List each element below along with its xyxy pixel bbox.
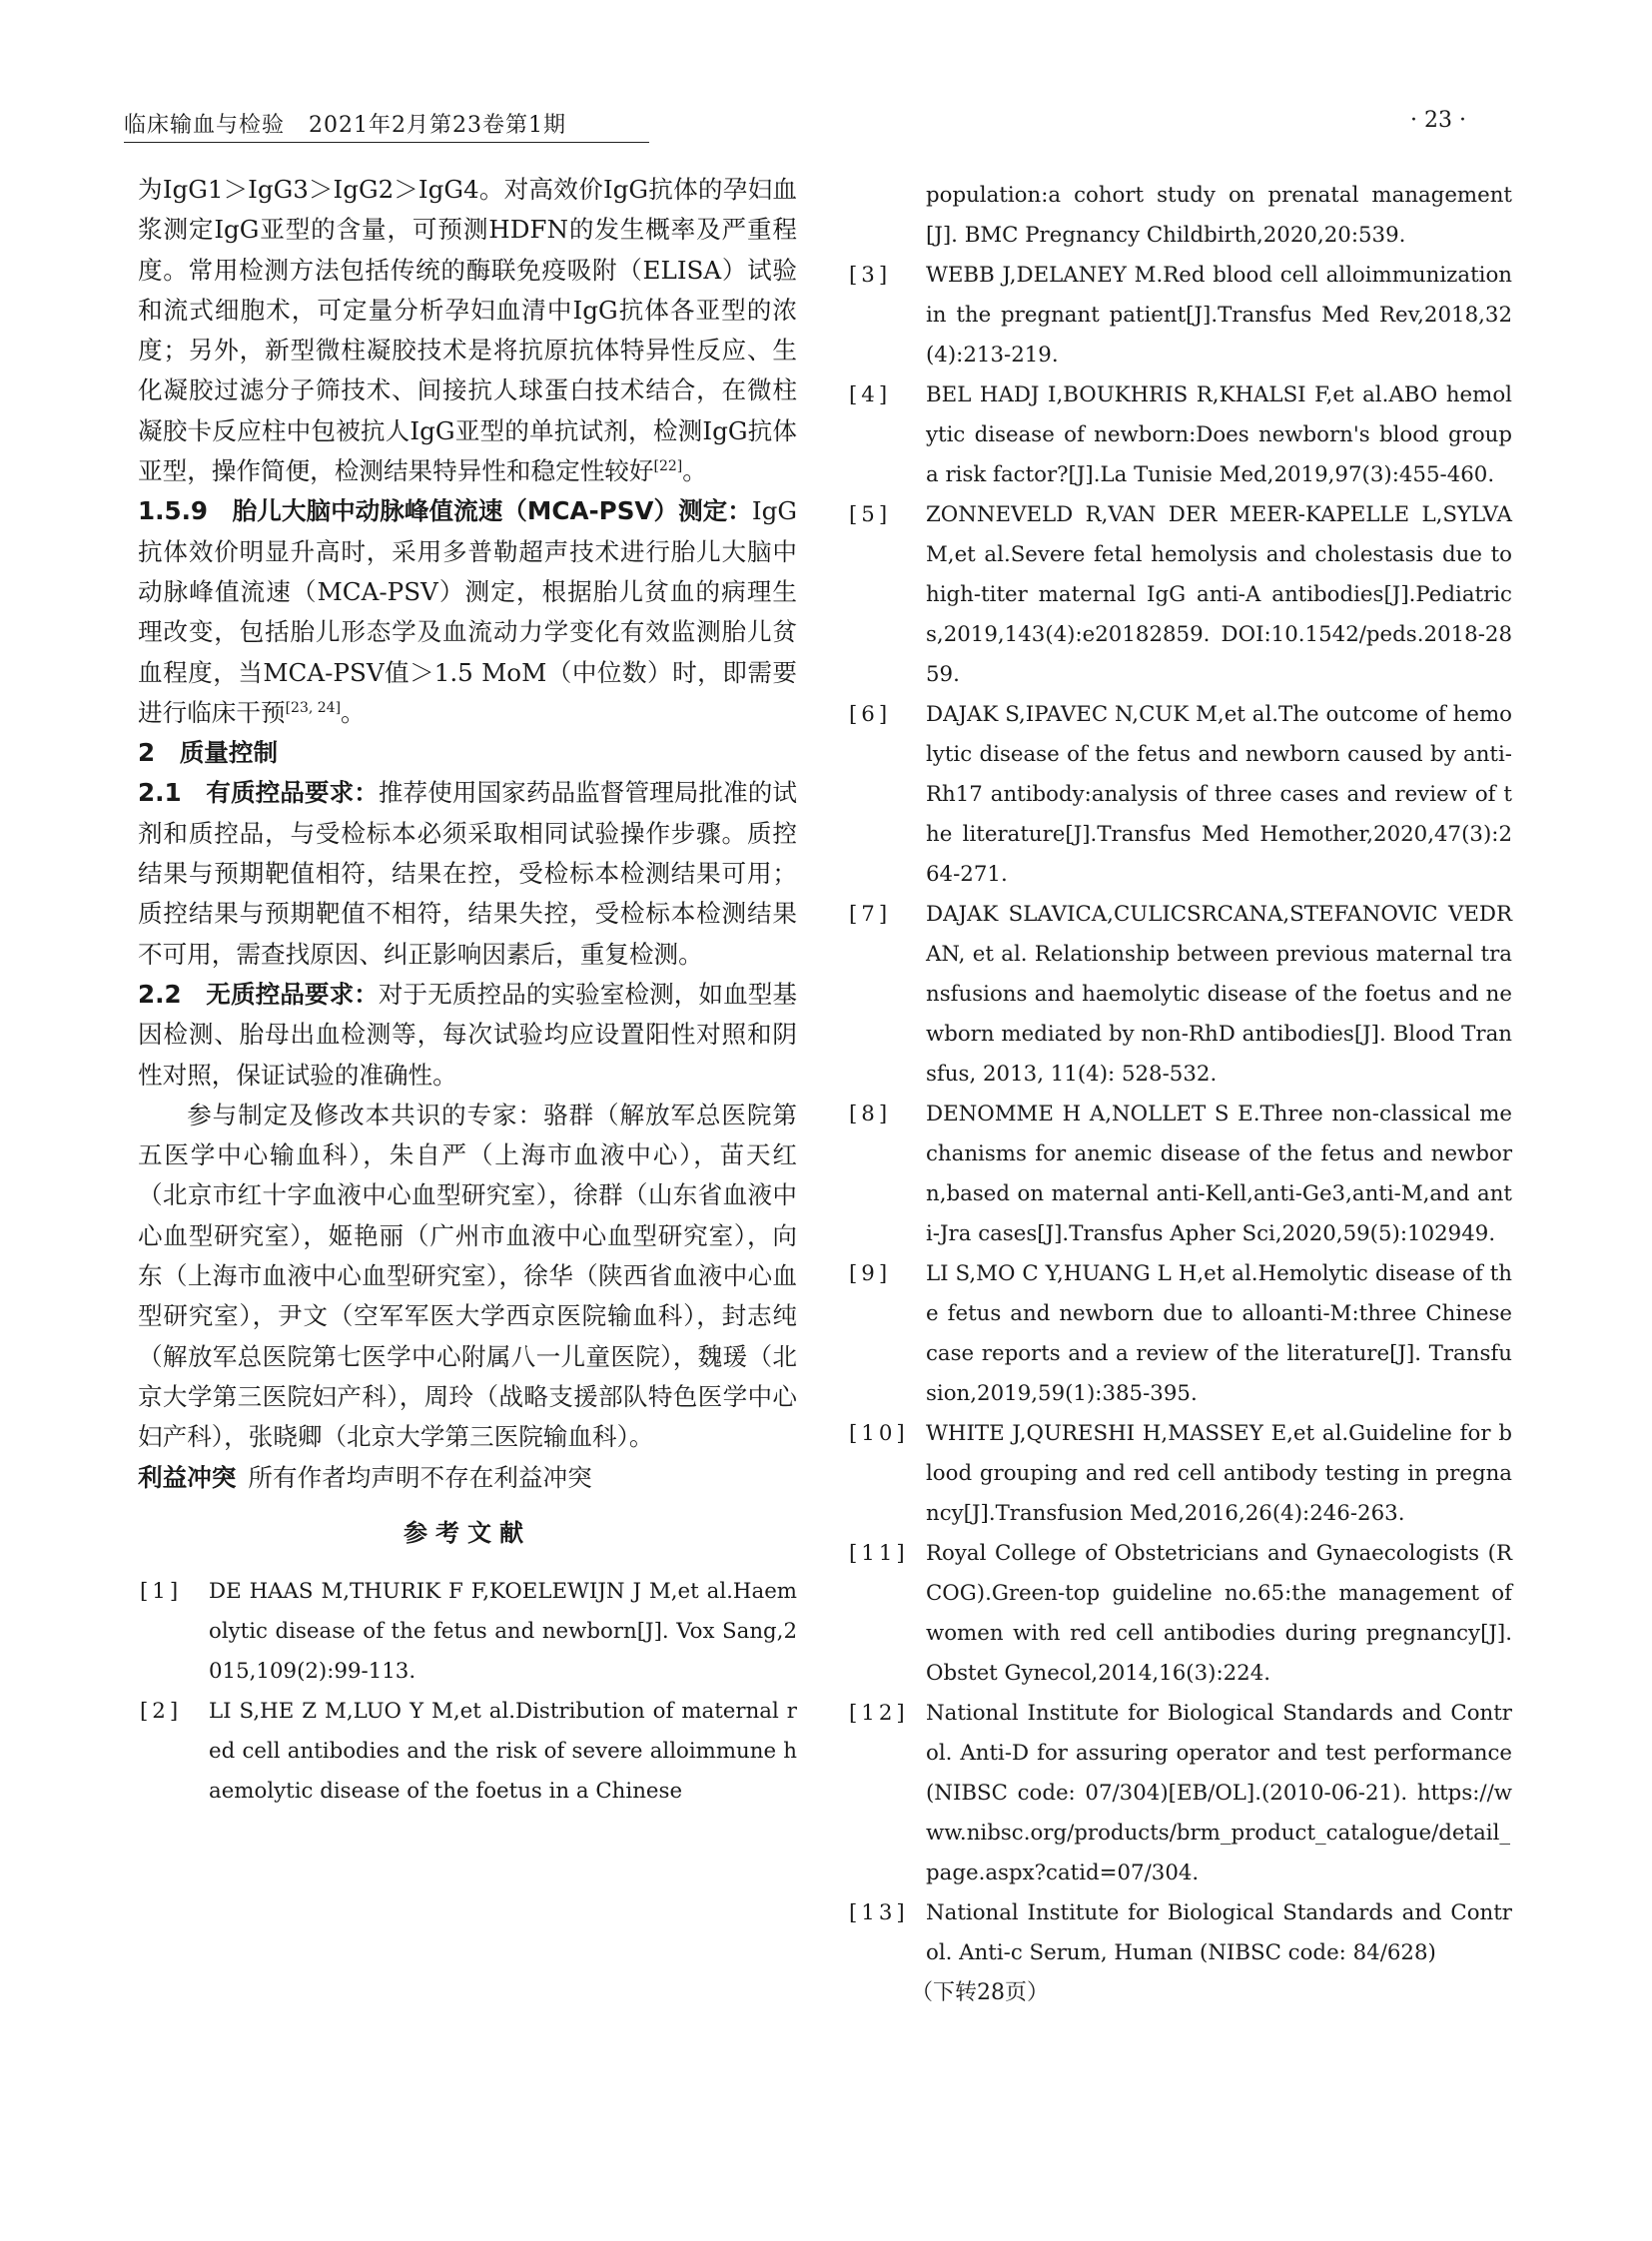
issue-info: 2021年2月第23卷第1期 bbox=[309, 113, 566, 138]
page-number: · 23 · bbox=[1410, 108, 1466, 133]
section-text: IgG抗体效价明显升高时，采用多普勒超声技术进行胎儿大脑中动脉峰值流速（MCA-PSV）测定，根据胎儿贫血的病理生理改变，包括胎儿形态学及血流动力学变化有效监测胎儿贫血程度，当MCA-PSV值＞1.5 MoM（中位数）时，即需要进行临床干预 bbox=[138, 496, 797, 727]
reference-number: [4] bbox=[849, 382, 892, 407]
section-text: 推荐使用国家药品监督管理局批准的试剂和质控品，与受检标本必须采取相同试验操作步骤。质控结果与预期靶值相符，结果在控，受检标本检测结果可用；质控结果与预期靶值不相符，结果失控，受检标本检测结果不可用，需查找原因、纠正影响因素后，重复检测。 bbox=[138, 778, 797, 969]
right-column bbox=[849, 176, 1512, 2011]
reference-item bbox=[138, 1572, 797, 1692]
reference-number: [2] bbox=[140, 1698, 183, 1724]
reference-text: DAJAK S,IPAVEC N,CUK M,et al.The outcome of hemolytic disease of the fetus and newborn caused by anti-Rh17 antibody:analysis of three cases and review of the literature[J].Transfus Med Hemother,2020,47(3):264-271. bbox=[926, 702, 1512, 887]
citation: [23, 24] bbox=[285, 699, 342, 716]
reference-item bbox=[849, 375, 1512, 495]
reference-continuation: population:a cohort study on prenatal management[J]. BMC Pregnancy Childbirth,2020,20:539. bbox=[926, 183, 1512, 248]
reference-number: [12] bbox=[849, 1701, 909, 1726]
section-text: 对于无质控品的实验室检测，如血型基因检测、胎母出血检测等，每次试验均应设置阳性对照和阴性对照，保证试验的准确性。 bbox=[138, 979, 797, 1090]
reference-number: [13] bbox=[849, 1900, 909, 1925]
reference-number: [11] bbox=[849, 1541, 909, 1566]
section-heading: 2.2 无质控品要求： bbox=[138, 979, 379, 1009]
reference-text: National Institute for Biological Standards and Control. Anti-D for assuring operator and test performance (NIBSC code: 07/304)[EB/OL].(2010-06-21). https://www.nibsc.org/products/brm_product_catalogue/detail_page.aspx?catid=07/304. bbox=[926, 1701, 1512, 1885]
reference-item bbox=[849, 1414, 1512, 1534]
reference-item bbox=[849, 495, 1512, 695]
conflict-of-interest bbox=[138, 1458, 797, 1498]
reference-item bbox=[849, 895, 1512, 1095]
running-header bbox=[124, 108, 649, 143]
reference-number: [6] bbox=[849, 702, 892, 727]
reference-text: National Institute for Biological Standards and Control. Anti-c Serum, Human (NIBSC code: 84/628) bbox=[926, 1900, 1512, 1965]
reference-item bbox=[138, 1692, 797, 1812]
section-2-heading: 2 质量控制 bbox=[138, 738, 279, 768]
section-end: 。 bbox=[341, 697, 366, 727]
reference-text: DE HAAS M,THURIK F F,KOELEWIJN J M,et al.Haemolytic disease of the fetus and newborn[J]. Vox Sang,2015,109(2):99-113. bbox=[209, 1578, 797, 1684]
reference-text: DAJAK SLAVICA,CULICSRCANA,STEFANOVIC VEDRAN, et al. Relationship between previous maternal transfusions and haemolytic disease of the foetus and newborn mediated by non-RhD antibodies[J]. Blood Transfus, 2013, 11(4): 528-532. bbox=[926, 902, 1512, 1087]
reference-number: [10] bbox=[849, 1421, 909, 1446]
reference-item bbox=[849, 1254, 1512, 1414]
reference-number: [8] bbox=[849, 1102, 892, 1126]
section-1-5-9 bbox=[138, 491, 797, 733]
references-title: 参考文献 bbox=[404, 1518, 531, 1547]
section-heading: 2.1 有质控品要求： bbox=[138, 778, 379, 808]
reference-number: [1] bbox=[140, 1578, 183, 1604]
reference-item bbox=[849, 1694, 1512, 1893]
reference-text: WEBB J,DELANEY M.Red blood cell alloimmunization in the pregnant patient[J].Transfus Med Rev,2018,32(4):213-219. bbox=[926, 263, 1512, 368]
paragraph-text: 为IgG1＞IgG3＞IgG2＞IgG4。对高效价IgG抗体的孕妇血浆测定IgG亚型的含量，可预测HDFN的发生概率及严重程度。常用检测方法包括传统的酶联免疫吸附（ELISA）试验和流式细胞术，可定量分析孕妇血清中IgG抗体各亚型的浓度；另外，新型微柱凝胶技术是将抗原抗体特异性反应、生化凝胶过滤分子筛技术、间接抗人球蛋白技术结合，在微柱凝胶卡反应柱中包被抗人IgG亚型的单抗试剂，检测IgG抗体亚型，操作简便，检测结果特异性和稳定性较好 bbox=[138, 175, 797, 486]
conflict-heading: 利益冲突 bbox=[138, 1462, 237, 1492]
left-column bbox=[138, 170, 797, 1812]
reference-number: [7] bbox=[849, 902, 892, 927]
reference-number: [3] bbox=[849, 263, 892, 288]
reference-item bbox=[849, 256, 1512, 375]
section-2-1 bbox=[138, 773, 797, 974]
reference-text: WHITE J,QURESHI H,MASSEY E,et al.Guideline for blood grouping and red cell antibody testing in pregnancy[J].Transfusion Med,2016,26(4):246-263. bbox=[926, 1421, 1512, 1526]
reference-item bbox=[849, 1893, 1512, 1973]
reference-text: Royal College of Obstetricians and Gynaecologists (RCOG).Green-top guideline no.65:the management of women with red cell antibodies during pregnancy[J]. Obstet Gynecol,2014,16(3):224. bbox=[926, 1541, 1512, 1686]
reference-text: BEL HADJ I,BOUKHRIS R,KHALSI F,et al.ABO hemolytic disease of newborn:Does newborn's blood group a risk factor?[J].La Tunisie Med,2019,97(3):455-460. bbox=[926, 382, 1512, 487]
experts-paragraph: 参与制定及修改本共识的专家：骆群（解放军总医院第五医学中心输血科），朱自严（上海市血液中心），苗天红（北京市红十字血液中心血型研究室），徐群（山东省血液中心血型研究室），姬艳丽（广州市血液中心血型研究室），向东（上海市血液中心血型研究室），徐华（陕西省血液中心血型研究室），尹文（空军军医大学西京医院输血科），封志纯（解放军总医院第七医学中心附属八一儿童医院），魏瑗（北京大学第三医院妇产科），周玲（战略支援部队特色医学中心妇产科），张晓卿（北京大学第三医院输血科）。 bbox=[138, 1100, 797, 1452]
section-heading: 1.5.9 胎儿大脑中动脉峰值流速（MCA-PSV）测定： bbox=[138, 496, 752, 526]
reference-text: LI S,MO C Y,HUANG L H,et al.Hemolytic disease of the fetus and newborn due to alloanti-M:three Chinese case reports and a review of the literature[J]. Transfusion,2019,59(1):385-395. bbox=[926, 1261, 1512, 1406]
reference-item bbox=[849, 1095, 1512, 1254]
citation: [22] bbox=[653, 457, 683, 474]
reference-text: ZONNEVELD R,VAN DER MEER-KAPELLE L,SYLVA M,et al.Severe fetal hemolysis and cholestasis due to high-titer maternal IgG anti-A antibodies[J].Pediatrics,2019,143(4):e20182859. DOI:10.1542/peds.2018-2859. bbox=[926, 502, 1512, 687]
journal-title: 临床输血与检验 bbox=[124, 113, 286, 138]
paragraph-igg-subtypes bbox=[138, 170, 797, 491]
section-2-2 bbox=[138, 975, 797, 1096]
reference-item bbox=[849, 695, 1512, 895]
paragraph-end: 。 bbox=[682, 456, 707, 486]
reference-item bbox=[849, 1534, 1512, 1694]
reference-text: DENOMME H A,NOLLET S E.Three non-classical mechanisms for anemic disease of the fetus and newborn,based on maternal anti-Kell,anti-Ge3,anti-M,and anti-Jra cases[J].Transfus Apher Sci,2020,59(5):102949. bbox=[926, 1102, 1512, 1246]
reference-text: LI S,HE Z M,LUO Y M,et al.Distribution of maternal red cell antibodies and the risk of severe alloimmune haemolytic disease of the foetus in a Chinese bbox=[209, 1698, 797, 1804]
reference-number: [5] bbox=[849, 502, 892, 527]
reference-number: [9] bbox=[849, 1261, 892, 1286]
continued-note: （下转28页） bbox=[911, 1980, 1049, 2005]
conflict-text: 所有作者均声明不存在利益冲突 bbox=[248, 1462, 592, 1492]
